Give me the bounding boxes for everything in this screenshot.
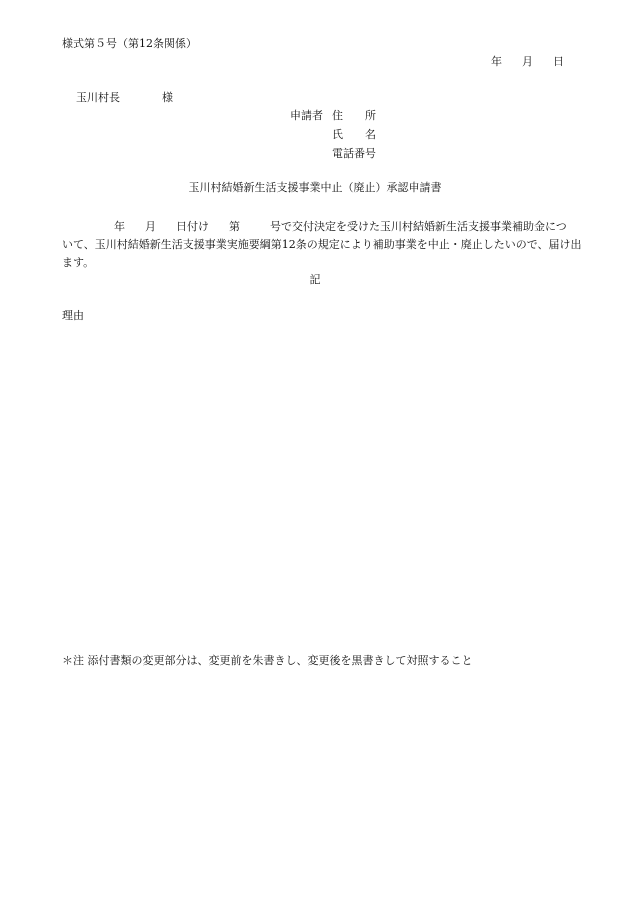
date-day-label: 日 — [553, 55, 564, 68]
body-line-1 — [62, 218, 577, 236]
date-year-label: 年 — [491, 55, 502, 68]
form-number: 様式第５号（第12条関係） — [62, 37, 197, 50]
applicant-phone-label: 電話番号 — [332, 147, 376, 160]
applicant-name-label — [332, 129, 376, 140]
document-title: 玉川村結婚新生活支援事業中止（廃止）承認申請書 — [188, 181, 442, 194]
date-month-label: 月 — [522, 55, 533, 68]
addressee-honorific: 様 — [162, 91, 173, 104]
body-year: 年 — [114, 220, 125, 233]
name-char-1: 氏 — [332, 128, 343, 141]
date-line — [491, 56, 564, 67]
name-char-2: 名 — [365, 128, 376, 141]
body-month: 月 — [145, 220, 156, 233]
body-text — [62, 218, 582, 272]
footnote: ＊注 添付書類の変更部分は、変更前を朱書きし、変更後を黒書きして対照すること — [62, 654, 473, 667]
reason-label: 理由 — [62, 309, 84, 322]
body-line-1-rest: 号で交付決定を受けた玉川村結婚新生活支援事業補助金につ — [270, 220, 567, 233]
body-line-3: ます。 — [62, 256, 95, 269]
address-char-2: 所 — [365, 109, 376, 122]
ki-heading: 記 — [309, 273, 321, 286]
applicant-label: 申請者 — [290, 109, 323, 122]
body-line-2: いて、玉川村結婚新生活支援事業実施要綱第12条の規定により補助事業を中止・廃止したいので、届け出 — [62, 238, 582, 251]
body-date-suffix: 日付け — [176, 220, 209, 233]
body-number-prefix: 第 — [229, 220, 240, 233]
addressee-name: 玉川村長 — [76, 91, 120, 104]
address-char-1: 住 — [332, 109, 343, 122]
applicant-address-label — [332, 110, 376, 121]
addressee — [76, 92, 173, 103]
